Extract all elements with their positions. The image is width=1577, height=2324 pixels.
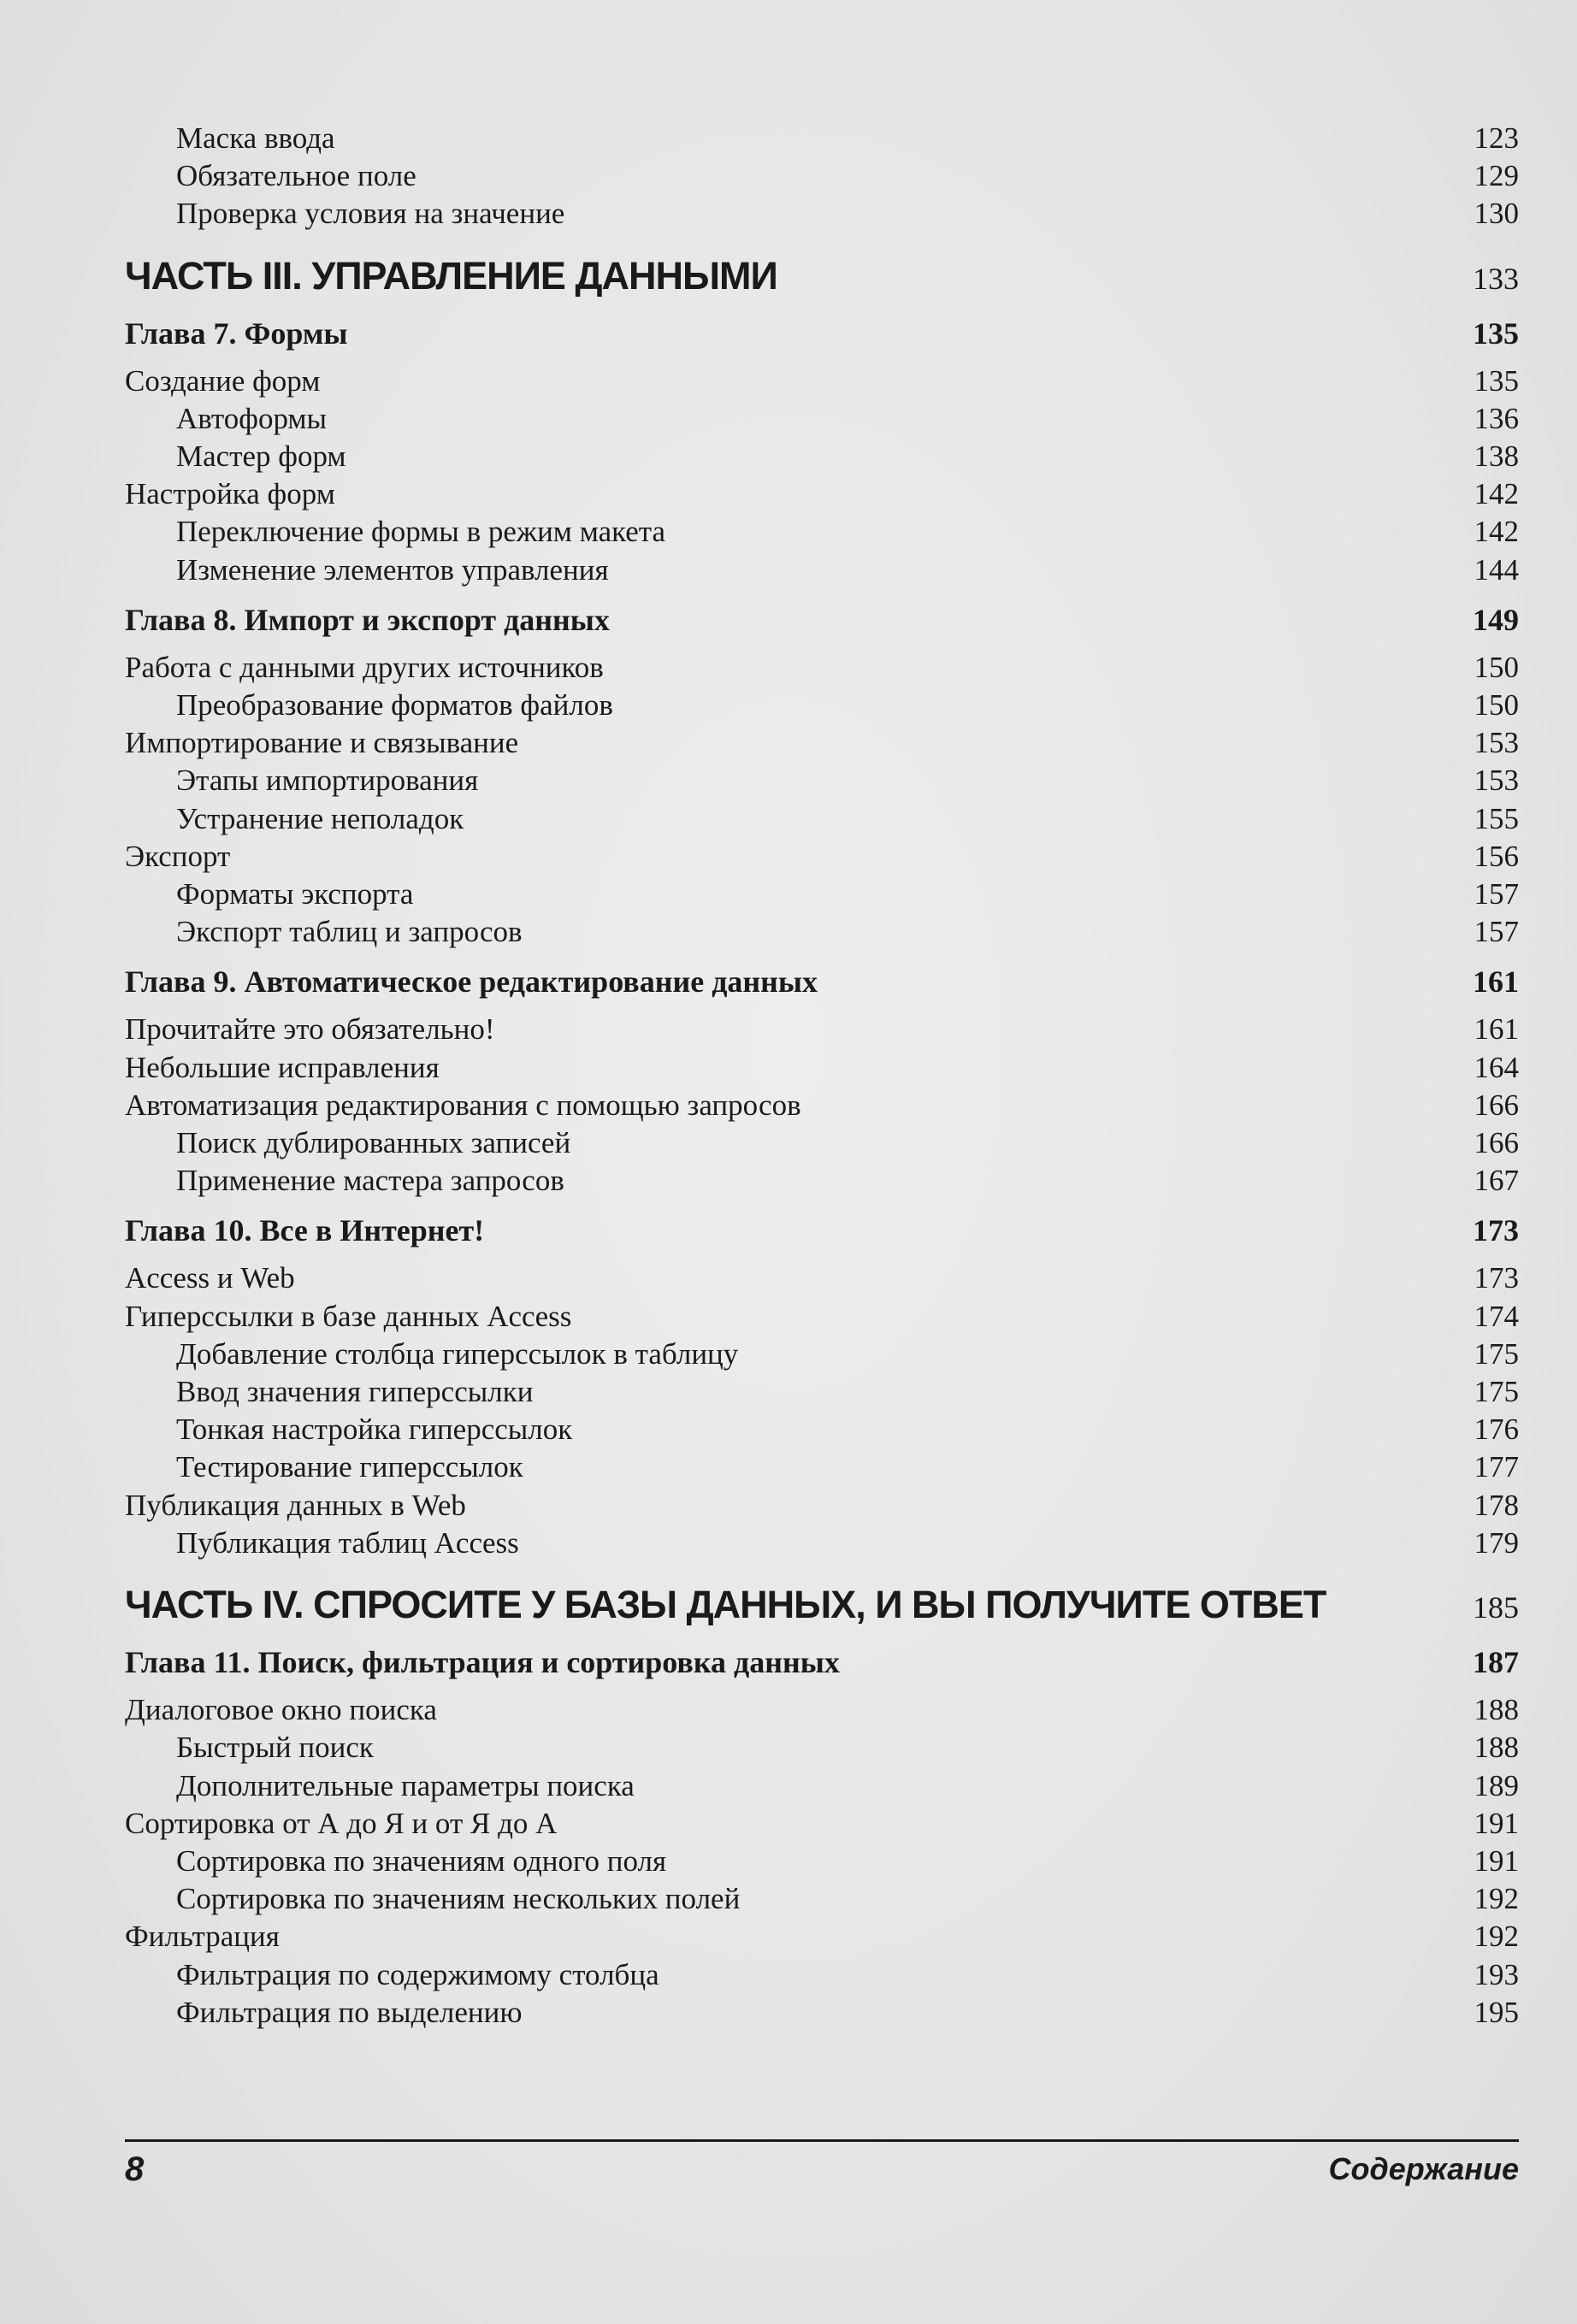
page-number: 8 — [125, 2150, 145, 2188]
toc-title: Прочитайте это обязательно! — [125, 1012, 495, 1047]
toc-title: Тестирование гиперссылок — [176, 1450, 523, 1484]
toc-page-number: 173 — [1473, 1213, 1519, 1248]
toc-subsection-entry — [125, 1956, 1519, 1994]
toc-page-number: 188 — [1474, 1731, 1519, 1765]
footer-rule — [125, 2139, 1519, 2142]
toc-section-entry — [125, 1259, 1519, 1297]
toc-page-number: 174 — [1474, 1299, 1519, 1333]
toc-subsection-entry — [125, 762, 1519, 799]
toc-section-entry — [125, 363, 1519, 400]
toc-title: Автоформы — [176, 401, 328, 435]
toc-subsection-entry — [125, 1843, 1519, 1880]
toc-page-number: 177 — [1474, 1450, 1519, 1484]
running-section-title: Содержание — [1328, 2151, 1519, 2186]
toc-title: Тонкая настройка гиперссылок — [176, 1413, 573, 1447]
toc-page-number: 178 — [1474, 1488, 1519, 1522]
toc-subsection-entry — [125, 1124, 1519, 1162]
toc-page-number: 136 — [1474, 401, 1519, 435]
toc-title: Экспорт — [125, 839, 231, 873]
toc-title: Обязательное поле — [176, 159, 416, 193]
toc-page-number: 129 — [1474, 159, 1519, 193]
toc-page-number: 150 — [1474, 650, 1519, 684]
toc-section-entry — [125, 1011, 1519, 1048]
toc-page-number: 142 — [1474, 515, 1519, 549]
toc-title: Сортировка по значениям одного поля — [176, 1843, 667, 1878]
toc-title: Гиперссылки в базе данных Access — [125, 1299, 572, 1333]
toc-title: Добавление столбца гиперссылок в таблицу — [176, 1336, 739, 1371]
toc-title: Дополнительные параметры поиска — [176, 1768, 635, 1802]
toc-section-entry — [125, 1918, 1519, 1955]
toc-chapter-heading — [125, 1643, 1519, 1681]
toc-chapter-heading — [125, 601, 1519, 639]
toc-page-number: 189 — [1474, 1768, 1519, 1802]
toc-page-number: 161 — [1473, 964, 1519, 1000]
toc-title: Небольшие исправления — [125, 1050, 440, 1084]
toc-subsection-entry — [125, 195, 1519, 233]
toc-page-number: 195 — [1474, 1995, 1519, 2029]
toc-page-number: 193 — [1474, 1957, 1519, 1991]
toc-subsection-entry — [125, 1448, 1519, 1486]
toc-page-number: 191 — [1474, 1806, 1519, 1840]
toc-title: Глава 9. Автоматическое редактирование данных — [125, 964, 818, 1000]
toc-page-number: 185 — [1473, 1590, 1519, 1625]
toc-page-number: 164 — [1474, 1050, 1519, 1084]
table-of-contents — [125, 120, 1519, 2032]
toc-title: Фильтрация по выделению — [176, 1995, 523, 2029]
toc-title: Устранение неполадок — [176, 801, 464, 835]
toc-section-entry — [125, 1049, 1519, 1087]
toc-chapter-heading — [125, 963, 1519, 1000]
toc-section-entry — [125, 475, 1519, 513]
toc-title: Глава 8. Импорт и экспорт данных — [125, 602, 610, 637]
toc-subsection-entry — [125, 800, 1519, 838]
toc-page-number: 173 — [1474, 1261, 1519, 1295]
toc-page-number: 167 — [1474, 1164, 1519, 1198]
toc-page-number: 156 — [1474, 839, 1519, 873]
toc-title: Изменение элементов управления — [176, 552, 609, 587]
toc-subsection-entry — [125, 120, 1519, 157]
toc-subsection-entry — [125, 438, 1519, 475]
toc-title: Импортирование и связывание — [125, 726, 519, 760]
toc-page-number: 144 — [1474, 552, 1519, 587]
toc-subsection-entry — [125, 1373, 1519, 1411]
toc-title: Access и Web — [125, 1261, 295, 1295]
toc-subsection-entry — [125, 513, 1519, 551]
toc-page-number: 192 — [1474, 1882, 1519, 1916]
toc-page-number: 130 — [1474, 197, 1519, 231]
toc-page-number: 123 — [1474, 121, 1519, 155]
toc-part-heading — [125, 252, 1519, 303]
toc-title: Применение мастера запросов — [176, 1164, 564, 1198]
toc-section-entry — [125, 1087, 1519, 1124]
toc-title: Маска ввода — [176, 121, 335, 155]
toc-title: Диалоговое окно поиска — [125, 1693, 437, 1727]
toc-page-number: 142 — [1474, 477, 1519, 511]
toc-title: Ввод значения гиперссылки — [176, 1375, 534, 1409]
toc-subsection-entry — [125, 876, 1519, 913]
toc-section-entry — [125, 1298, 1519, 1336]
toc-page-number: 175 — [1474, 1375, 1519, 1409]
toc-title: Быстрый поиск — [176, 1731, 374, 1765]
toc-title: Публикация данных в Web — [125, 1488, 466, 1522]
toc-subsection-entry — [125, 913, 1519, 951]
toc-subsection-entry — [125, 400, 1519, 438]
toc-page-number: 138 — [1474, 439, 1519, 474]
toc-subsection-entry — [125, 552, 1519, 589]
toc-subsection-entry — [125, 687, 1519, 724]
toc-title: Поиск дублированных записей — [176, 1126, 571, 1160]
toc-section-entry — [125, 1805, 1519, 1843]
toc-subsection-entry — [125, 1880, 1519, 1918]
toc-part-heading — [125, 1581, 1519, 1631]
toc-subsection-entry — [125, 1729, 1519, 1767]
toc-page-number: 153 — [1474, 764, 1519, 798]
toc-page-number: 187 — [1473, 1645, 1519, 1680]
toc-title: Работа с данными других источников — [125, 650, 604, 684]
toc-section-entry — [125, 838, 1519, 876]
toc-subsection-entry — [125, 157, 1519, 195]
toc-title: Проверка условия на значение — [176, 197, 565, 231]
toc-title: Преобразование форматов файлов — [176, 688, 613, 723]
toc-page-number: 157 — [1474, 877, 1519, 911]
toc-title: Создание форм — [125, 363, 321, 398]
toc-section-entry — [125, 1691, 1519, 1729]
toc-title: Глава 10. Все в Интернет! — [125, 1213, 485, 1248]
toc-subsection-entry — [125, 1767, 1519, 1805]
toc-subsection-entry — [125, 1162, 1519, 1200]
toc-page-number: 153 — [1474, 726, 1519, 760]
toc-title: Сортировка по значениям нескольких полей — [176, 1882, 741, 1916]
page-footer — [125, 2146, 1519, 2192]
toc-title: Фильтрация по содержимому столбца — [176, 1957, 659, 1991]
toc-title: Мастер форм — [176, 439, 346, 474]
toc-page-number: 188 — [1474, 1693, 1519, 1727]
toc-page-number: 175 — [1474, 1336, 1519, 1371]
toc-title: Глава 7. Формы — [125, 316, 348, 351]
toc-section-entry — [125, 724, 1519, 762]
toc-page-number: 192 — [1474, 1920, 1519, 1954]
toc-chapter-heading — [125, 1212, 1519, 1249]
toc-title: Этапы импортирования — [176, 764, 479, 798]
toc-section-entry — [125, 649, 1519, 687]
toc-title: Глава 11. Поиск, фильтрация и сортировка данных — [125, 1645, 840, 1680]
toc-title: Настройка форм — [125, 477, 335, 511]
toc-page-number: 135 — [1473, 316, 1519, 351]
toc-title: ЧАСТЬ IV. СПРОСИТЕ У БАЗЫ ДАННЫХ, И ВЫ ПОЛУЧИТЕ ОТВЕТ — [125, 1583, 1326, 1627]
toc-page-number: 166 — [1474, 1126, 1519, 1160]
toc-page-number: 149 — [1473, 602, 1519, 637]
toc-section-entry — [125, 1487, 1519, 1525]
toc-page-number: 166 — [1474, 1088, 1519, 1122]
toc-page-number: 157 — [1474, 915, 1519, 949]
toc-page-number: 135 — [1474, 363, 1519, 398]
toc-title: Автоматизация редактирования с помощью запросов — [125, 1088, 801, 1122]
toc-title: Публикация таблиц Access — [176, 1525, 519, 1560]
toc-page-number: 161 — [1474, 1012, 1519, 1047]
toc-chapter-heading — [125, 315, 1519, 352]
toc-page-number: 133 — [1473, 261, 1519, 296]
toc-subsection-entry — [125, 1525, 1519, 1562]
toc-title: Фильтрация — [125, 1920, 280, 1954]
toc-subsection-entry — [125, 1336, 1519, 1373]
toc-page-number: 191 — [1474, 1843, 1519, 1878]
toc-subsection-entry — [125, 1994, 1519, 2032]
toc-page-number: 150 — [1474, 688, 1519, 723]
toc-title: ЧАСТЬ III. УПРАВЛЕНИЕ ДАННЫМИ — [125, 253, 777, 298]
toc-page-number: 179 — [1474, 1525, 1519, 1560]
toc-page-number: 176 — [1474, 1413, 1519, 1447]
toc-title: Переключение формы в режим макета — [176, 515, 666, 549]
toc-title: Экспорт таблиц и запросов — [176, 915, 523, 949]
toc-page-number: 155 — [1474, 801, 1519, 835]
toc-subsection-entry — [125, 1411, 1519, 1448]
toc-title: Форматы экспорта — [176, 877, 414, 911]
toc-title: Сортировка от А до Я и от Я до А — [125, 1806, 558, 1840]
